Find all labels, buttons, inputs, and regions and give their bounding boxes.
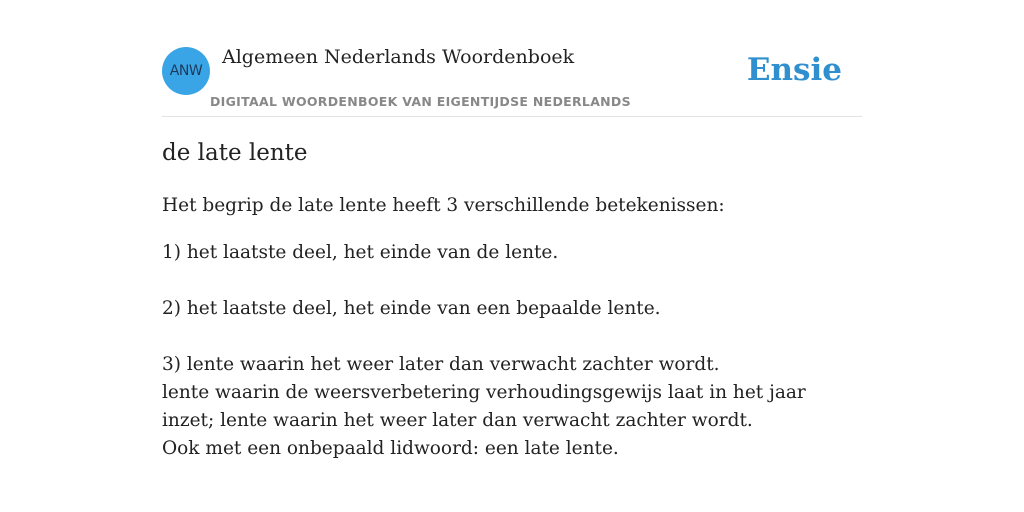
entry-term: de late lente — [162, 140, 308, 166]
entry-intro: Het begrip de late lente heeft 3 verschillende betekenissen: — [162, 195, 725, 216]
meaning-item — [162, 351, 862, 463]
meaning-item — [162, 239, 862, 267]
page — [162, 0, 862, 512]
anw-logo[interactable] — [162, 47, 210, 95]
meaning-text: 1) het laatste deel, het einde van de lente. — [162, 242, 559, 263]
meaning-note: Ook met een onbepaald lidwoord: een late lente. — [162, 438, 619, 459]
entry-content — [162, 192, 862, 491]
logo-text: ANW — [169, 63, 203, 79]
meaning-text: 2) het laatste deel, het einde van een bepaalde lente. — [162, 298, 661, 319]
ensie-brand-link[interactable]: Ensie — [746, 52, 842, 88]
meaning-definition: lente waarin de weersverbetering verhoudingsgewijs laat in het jaar inzet; lente waarin het weer later dan verwacht zachter wordt. — [162, 382, 806, 431]
site-subtitle: DIGITAAL WOORDENBOEK VAN EIGENTIJDSE NEDERLANDS — [210, 94, 631, 109]
site-header — [162, 0, 862, 117]
site-title[interactable]: Algemeen Nederlands Woordenboek — [222, 46, 575, 68]
meaning-item — [162, 295, 862, 323]
meaning-text: 3) lente waarin het weer later dan verwacht zachter wordt. — [162, 354, 720, 375]
